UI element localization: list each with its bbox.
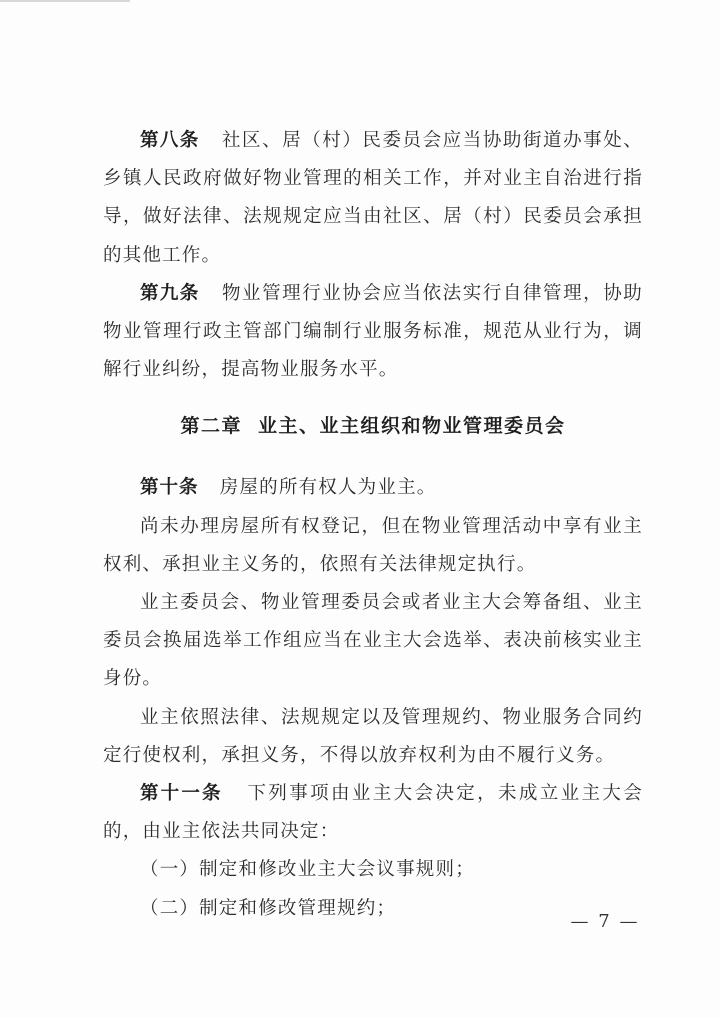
article-number: 第八条 [140,130,200,151]
paragraph-text: 尚未办理房屋所有权登记，但在物业管理活动中享有业主权利、承担业主义务的，依照有关法律规定执行。 [103,515,643,575]
article-11 [103,775,643,851]
article-number: 第十条 [140,477,199,499]
list-item-text: （一）制定和修改业主大会议事规则； [140,859,475,881]
scan-edge-line [0,0,130,2]
article-8 [103,122,643,275]
article-9 [103,275,643,390]
article-text: 下列事项由业主大会决定，未成立业主大会的，由业主依法共同决定： [103,783,643,843]
page-number: — 7 — [570,911,640,932]
paragraph [103,584,643,699]
chapter-title: 业主、业主组织和物业管理委员会 [258,415,566,438]
chapter-label: 第二章 [180,415,242,438]
chapter-heading [103,411,643,441]
list-item [103,890,643,928]
paragraph [103,699,643,775]
article-text: 物业管理行业协会应当依法实行自律管理，协助物业管理行政主管部门编制行业服务标准，规范从业行为，调解行业纠纷，提高物业服务水平。 [103,282,643,381]
list-item [103,851,643,889]
paragraph-text: 业主委员会、物业管理委员会或者业主大会筹备组、业主委员会换届选举工作组应当在业主大会选举、表决前核实业主身份。 [103,592,643,690]
article-10 [103,469,643,507]
document-body [103,122,643,928]
paragraph [103,508,643,584]
article-number: 第九条 [140,282,200,304]
article-number: 第十一条 [140,783,223,805]
article-text: 房屋的所有权人为业主。 [219,477,437,499]
article-text: 社区、居（村）民委员会应当协助街道办事处、乡镇人民政府做好物业管理的相关工作，并对业主自治进行指导，做好法律、法规规定应当由社区、居（村）民委员会承担的其他工作。 [103,130,643,266]
paragraph-text: 业主依照法律、法规规定以及管理规约、物业服务合同约定行使权利，承担义务，不得以放弃权利为由不履行义务。 [103,706,643,766]
list-item-text: （二）制定和修改管理规约； [140,897,397,919]
